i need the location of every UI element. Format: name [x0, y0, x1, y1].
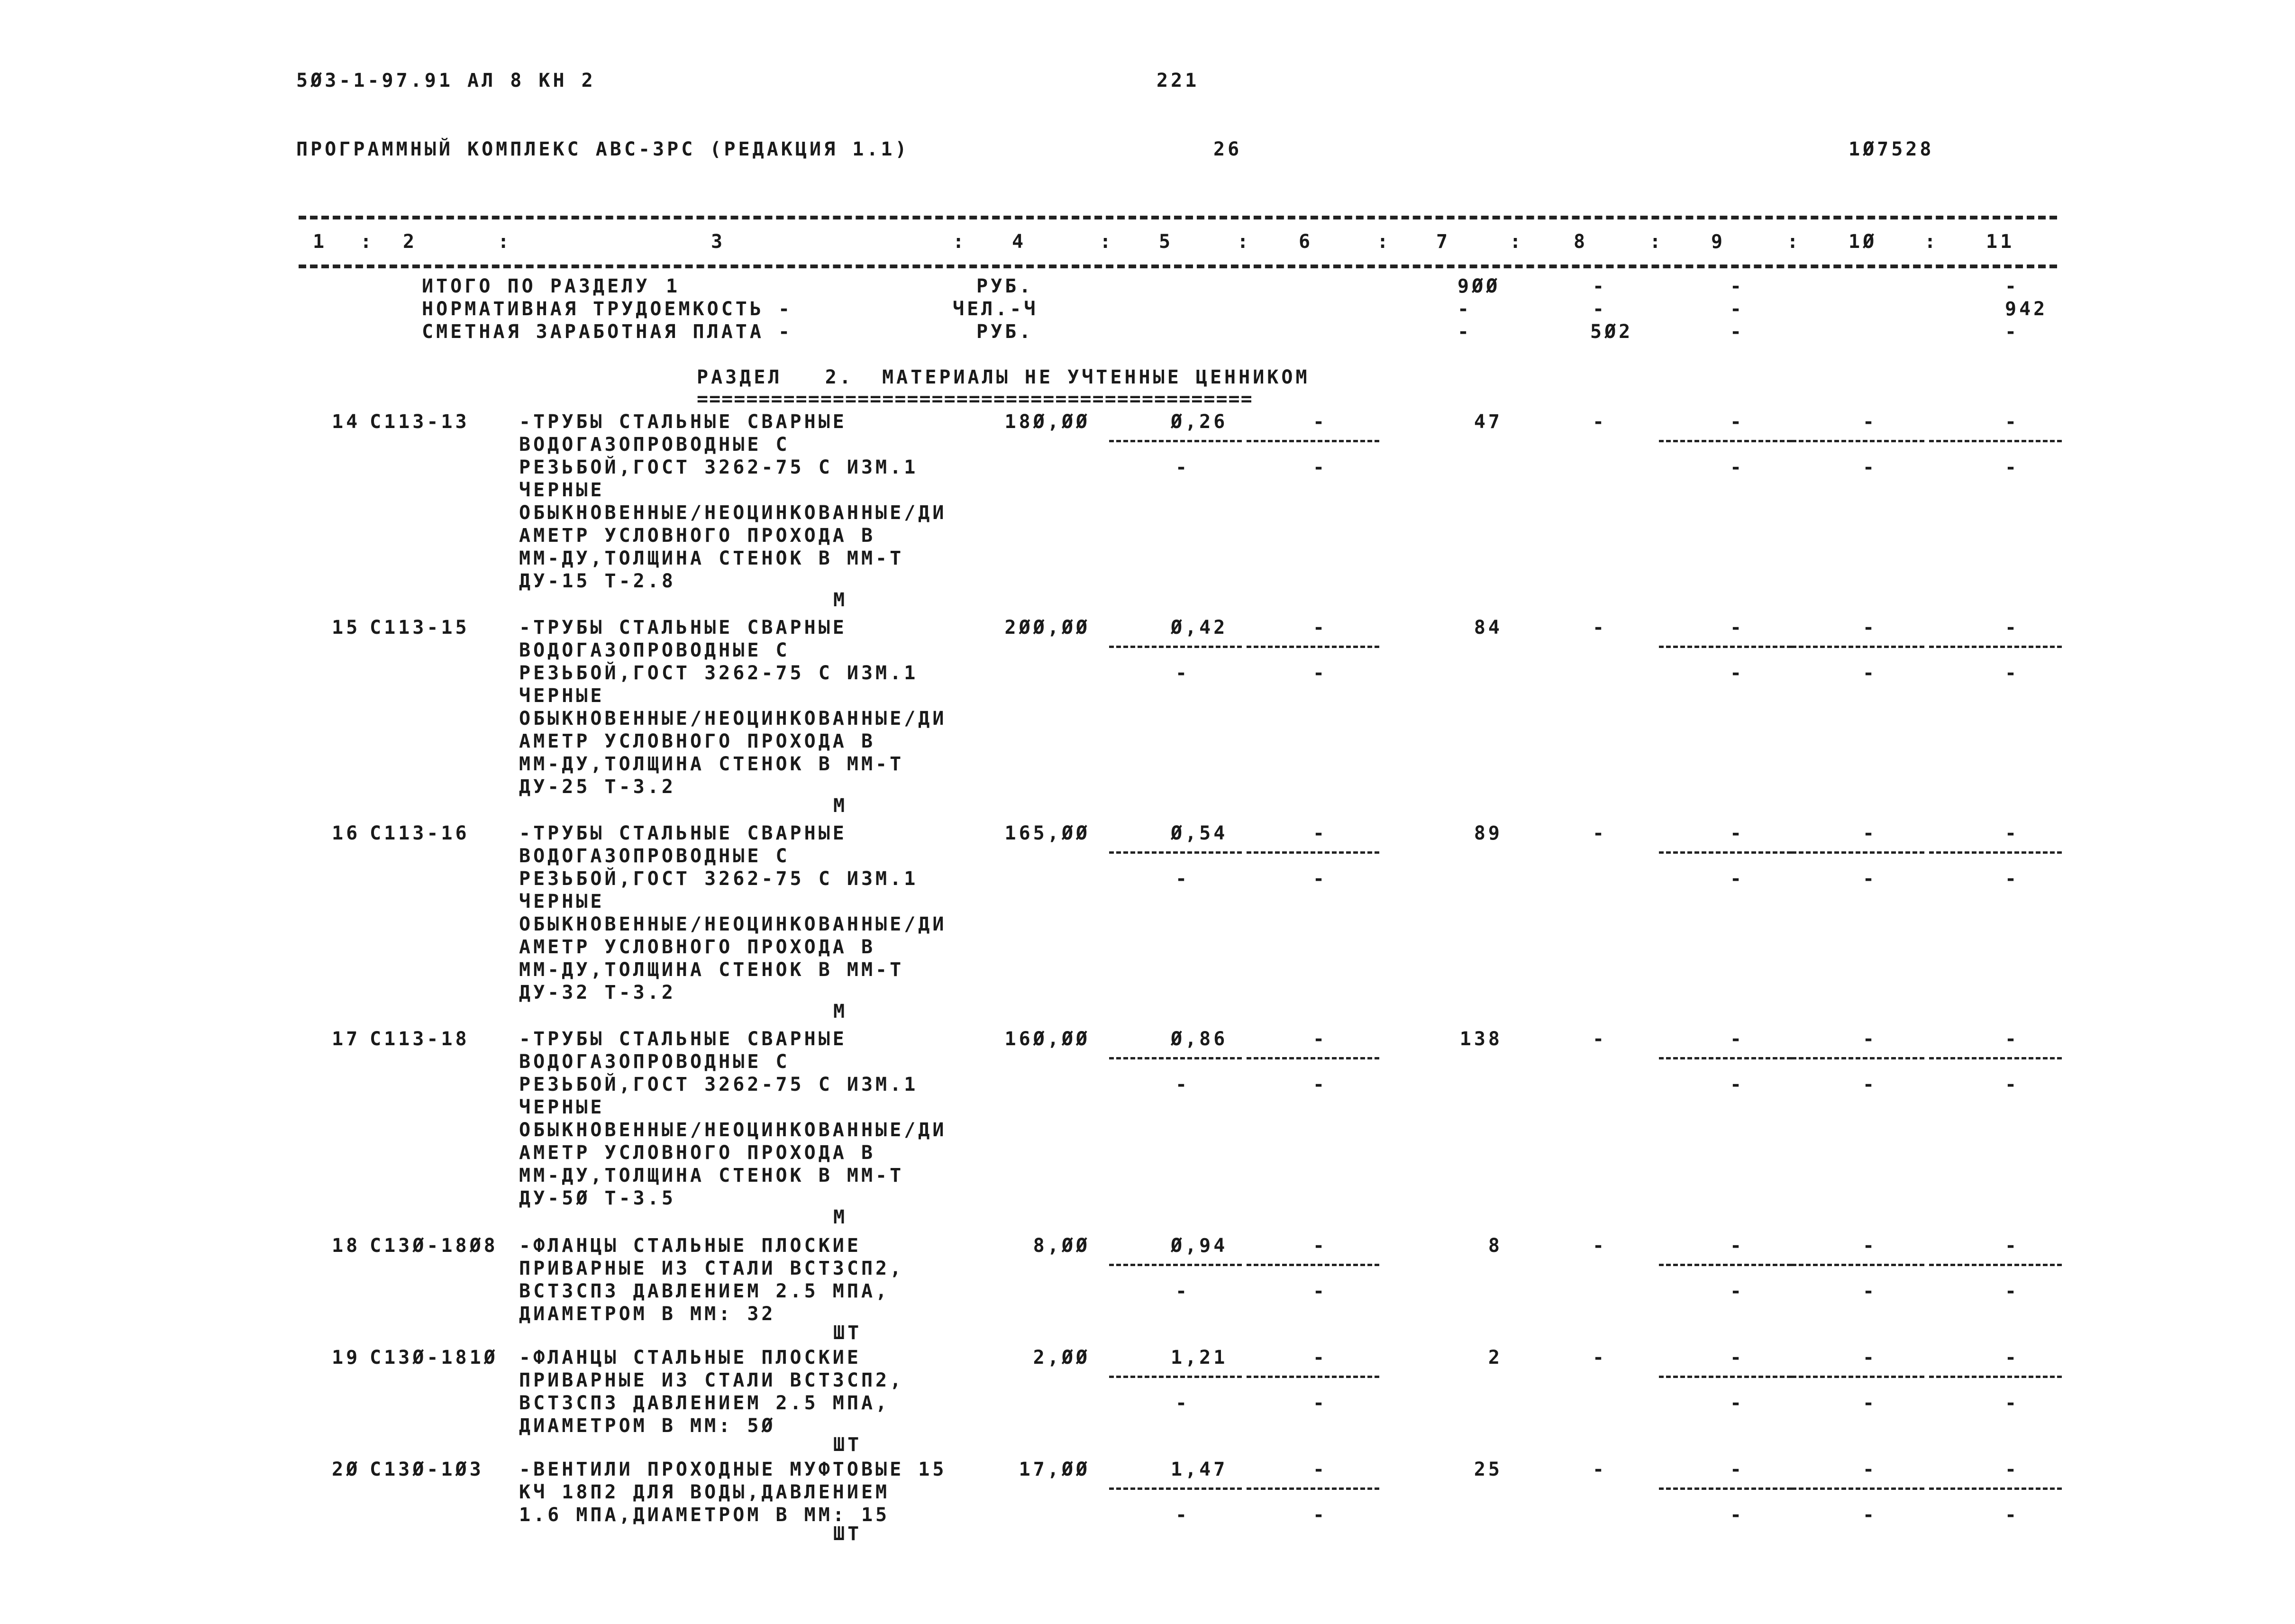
item-col10-second: -	[1863, 456, 1877, 478]
item-col8: -	[1593, 822, 1607, 844]
item-code: С13Ø-181Ø	[370, 1347, 498, 1369]
header-rule-top	[299, 216, 2057, 219]
item-code: С13Ø-1Ø3	[370, 1459, 484, 1480]
totals-r3-c11: -	[2005, 321, 2020, 343]
item-divider-col6	[1247, 1487, 1379, 1490]
item-description-line: ДУ-32 Т-3.2	[519, 982, 676, 1004]
totals-r1-c9: -	[1730, 275, 1745, 297]
item-quantity: 17,ØØ	[1019, 1459, 1090, 1480]
item-col10: -	[1863, 1028, 1877, 1050]
item-col9-second: -	[1730, 1074, 1745, 1095]
column-header-3: 3	[711, 231, 726, 253]
item-divider-col11	[1929, 851, 2062, 854]
item-col11: -	[2005, 1028, 2020, 1050]
item-code: С13Ø-18Ø8	[370, 1235, 498, 1257]
item-unit: М	[833, 795, 848, 817]
totals-r1-c7: 9ØØ	[1457, 275, 1501, 297]
item-col11: -	[2005, 1347, 2020, 1369]
item-price-second: -	[1175, 662, 1190, 684]
totals-r2-c9: -	[1730, 298, 1745, 320]
item-divider-col11	[1929, 1487, 2062, 1490]
item-price: 1,21	[1171, 1347, 1228, 1369]
column-separator: :	[1649, 231, 1664, 253]
item-col6-second: -	[1313, 1074, 1328, 1095]
item-divider-col10	[1792, 1264, 1924, 1266]
item-divider-col5	[1109, 646, 1242, 648]
item-quantity: 2ØØ,ØØ	[1004, 617, 1090, 639]
column-header-10: 1Ø	[1849, 231, 1877, 253]
item-description-line: РЕЗЬБОЙ,ГОСТ 3262-75 С ИЗМ.1	[519, 868, 919, 890]
item-description-line: ДИАМЕТРОМ В ММ: 32	[519, 1303, 776, 1325]
item-unit: ШТ	[833, 1434, 862, 1456]
item-description-line: ОБЫКНОВЕННЫЕ/НЕОЦИНКОВАННЫЕ/ДИ	[519, 708, 947, 730]
item-divider-col6	[1247, 440, 1379, 442]
item-col10-second: -	[1863, 868, 1877, 890]
item-description-line: ЧЕРНЫЕ	[519, 891, 605, 912]
item-col6: -	[1313, 822, 1328, 844]
item-divider-col10	[1792, 440, 1924, 442]
item-code: С113-13	[370, 411, 470, 433]
item-description-line: ММ-ДУ,ТОЛЩИНА СТЕНОК В ММ-Т	[519, 547, 904, 569]
column-header-4: 4	[1012, 231, 1027, 253]
item-col11: -	[2005, 1459, 2020, 1480]
column-header-9: 9	[1711, 231, 1726, 253]
item-quantity: 16Ø,ØØ	[1004, 1028, 1090, 1050]
item-col8: -	[1593, 1459, 1607, 1480]
column-separator: :	[1100, 231, 1114, 253]
item-unit: ШТ	[833, 1523, 862, 1545]
item-description-line: ММ-ДУ,ТОЛЩИНА СТЕНОК В ММ-Т	[519, 753, 904, 775]
item-description-line: РЕЗЬБОЙ,ГОСТ 3262-75 С ИЗМ.1	[519, 662, 919, 684]
item-description-line: ДУ-5Ø Т-3.5	[519, 1187, 676, 1209]
item-col7: 84	[1474, 617, 1503, 639]
item-description-line: -ТРУБЫ СТАЛЬНЫЕ СВАРНЫЕ	[519, 617, 847, 639]
item-quantity: 8,ØØ	[1033, 1235, 1090, 1257]
item-col11-second: -	[2005, 1392, 2020, 1414]
item-unit: М	[833, 1206, 848, 1228]
item-price-second: -	[1175, 1504, 1190, 1526]
item-col9-second: -	[1730, 868, 1745, 890]
item-col11-second: -	[2005, 456, 2020, 478]
item-divider-col6	[1247, 646, 1379, 648]
item-col11-second: -	[2005, 1280, 2020, 1302]
section-title: РАЗДЕЛ 2. МАТЕРИАЛЫ НЕ УЧТЕННЫЕ ЦЕННИКОМ	[697, 366, 1310, 388]
item-divider-col5	[1109, 1376, 1242, 1378]
item-col11: -	[2005, 822, 2020, 844]
item-divider-col10	[1792, 851, 1924, 854]
item-description-line: ПРИВАРНЫЕ ИЗ СТАЛИ ВСТ3СП2,	[519, 1258, 904, 1279]
item-divider-col11	[1929, 440, 2062, 442]
column-separator: :	[1510, 231, 1524, 253]
item-description-line: 1.6 МПА,ДИАМЕТРОМ В ММ: 15	[519, 1504, 890, 1526]
item-col8: -	[1593, 411, 1607, 433]
item-divider-col11	[1929, 1264, 2062, 1266]
page-number: 221	[1157, 70, 1200, 91]
item-divider-col5	[1109, 440, 1242, 442]
item-col6-second: -	[1313, 868, 1328, 890]
item-description-line: ВОДОГАЗОПРОВОДНЫЕ С	[519, 1051, 790, 1073]
item-col6-second: -	[1313, 1280, 1328, 1302]
item-divider-col9	[1659, 1264, 1792, 1266]
doc-number: 1Ø7528	[1849, 138, 1934, 160]
sheet-number: 26	[1213, 138, 1242, 160]
item-description-line: -ТРУБЫ СТАЛЬНЫЕ СВАРНЫЕ	[519, 411, 847, 433]
item-col6: -	[1313, 411, 1328, 433]
item-divider-col6	[1247, 851, 1379, 854]
item-description-line: -ФЛАНЦЫ СТАЛЬНЫЕ ПЛОСКИЕ	[519, 1347, 861, 1369]
item-col6-second: -	[1313, 456, 1328, 478]
item-price: 1,47	[1171, 1459, 1228, 1480]
item-col11: -	[2005, 411, 2020, 433]
item-col9: -	[1730, 411, 1745, 433]
item-col10: -	[1863, 822, 1877, 844]
item-price-second: -	[1175, 1280, 1190, 1302]
item-col11: -	[2005, 617, 2020, 639]
item-col10-second: -	[1863, 1074, 1877, 1095]
item-col7: 89	[1474, 822, 1503, 844]
item-unit: М	[833, 589, 848, 611]
totals-r3-c8: 5Ø2	[1590, 321, 1633, 343]
item-description-line: ДУ-25 Т-3.2	[519, 776, 676, 798]
totals-unit-1: РУБ.	[976, 275, 1034, 297]
item-col10: -	[1863, 617, 1877, 639]
item-col11: -	[2005, 1235, 2020, 1257]
totals-unit-3: РУБ.	[976, 321, 1034, 343]
item-col10: -	[1863, 1235, 1877, 1257]
item-col10: -	[1863, 411, 1877, 433]
item-col9: -	[1730, 822, 1745, 844]
doc-code: 5Ø3-1-97.91 АЛ 8 КН 2	[296, 70, 596, 91]
item-col9-second: -	[1730, 1280, 1745, 1302]
item-col9: -	[1730, 1028, 1745, 1050]
item-divider-col10	[1792, 1376, 1924, 1378]
item-col9-second: -	[1730, 1392, 1745, 1414]
totals-r2-c8: -	[1593, 298, 1607, 320]
item-description-line: ММ-ДУ,ТОЛЩИНА СТЕНОК В ММ-Т	[519, 1165, 904, 1186]
item-divider-col5	[1109, 1057, 1242, 1059]
item-description-line: -ТРУБЫ СТАЛЬНЫЕ СВАРНЫЕ	[519, 822, 847, 844]
item-col8: -	[1593, 1028, 1607, 1050]
item-col6: -	[1313, 1459, 1328, 1480]
item-description-line: АМЕТР УСЛОВНОГО ПРОХОДА В	[519, 1142, 876, 1164]
item-divider-col6	[1247, 1376, 1379, 1378]
item-number: 2Ø	[332, 1459, 361, 1480]
item-col9-second: -	[1730, 662, 1745, 684]
item-col11-second: -	[2005, 662, 2020, 684]
item-col9: -	[1730, 1347, 1745, 1369]
item-col10-second: -	[1863, 1280, 1877, 1302]
item-col9-second: -	[1730, 1504, 1745, 1526]
item-description-line: ВСТ3СП3 ДАВЛЕНИЕМ 2.5 МПА,	[519, 1280, 890, 1302]
item-col8: -	[1593, 1235, 1607, 1257]
section-underline: =============================================	[697, 388, 1253, 410]
item-description-line: -ТРУБЫ СТАЛЬНЫЕ СВАРНЫЕ	[519, 1028, 847, 1050]
item-code: С113-16	[370, 822, 470, 844]
item-price: Ø,54	[1171, 822, 1228, 844]
program-title: ПРОГРАММНЫЙ КОМПЛЕКС АВС-3РС (РЕДАКЦИЯ 1.1)	[296, 138, 910, 160]
item-number: 14	[332, 411, 361, 433]
item-col9: -	[1730, 617, 1745, 639]
item-description-line: АМЕТР УСЛОВНОГО ПРОХОДА В	[519, 936, 876, 958]
totals-r3-c7: -	[1457, 321, 1472, 343]
item-col9-second: -	[1730, 456, 1745, 478]
item-description-line: ВОДОГАЗОПРОВОДНЫЕ С	[519, 434, 790, 456]
item-divider-col9	[1659, 1487, 1792, 1490]
item-divider-col9	[1659, 440, 1792, 442]
item-col6-second: -	[1313, 662, 1328, 684]
item-col9: -	[1730, 1459, 1745, 1480]
totals-r1-c11: -	[2005, 275, 2020, 297]
item-description-line: АМЕТР УСЛОВНОГО ПРОХОДА В	[519, 525, 876, 547]
column-separator: :	[1924, 231, 1939, 253]
column-header-2: 2	[403, 231, 418, 253]
totals-r3-c9: -	[1730, 321, 1745, 343]
column-separator: :	[953, 231, 967, 253]
item-description-line: ЧЕРНЫЕ	[519, 685, 605, 707]
item-code: С113-15	[370, 617, 470, 639]
item-divider-col11	[1929, 646, 2062, 648]
item-col7: 47	[1474, 411, 1503, 433]
column-header-1: 1	[313, 231, 328, 253]
item-description-line: ЧЕРНЫЕ	[519, 1096, 605, 1118]
item-col9: -	[1730, 1235, 1745, 1257]
item-col8: -	[1593, 1347, 1607, 1369]
header-rule-bottom	[299, 265, 2057, 268]
item-code: С113-18	[370, 1028, 470, 1050]
item-price-second: -	[1175, 456, 1190, 478]
column-separator: :	[498, 231, 512, 253]
item-number: 17	[332, 1028, 361, 1050]
item-price: Ø,42	[1171, 617, 1228, 639]
item-description-line: ДИАМЕТРОМ В ММ: 5Ø	[519, 1415, 776, 1437]
item-description-line: ЧЕРНЫЕ	[519, 479, 605, 501]
item-col6-second: -	[1313, 1504, 1328, 1526]
column-separator: :	[1787, 231, 1802, 253]
column-separator: :	[1377, 231, 1392, 253]
item-price: Ø,26	[1171, 411, 1228, 433]
item-divider-col5	[1109, 851, 1242, 854]
item-description-line: РЕЗЬБОЙ,ГОСТ 3262-75 С ИЗМ.1	[519, 1074, 919, 1095]
item-divider-col6	[1247, 1264, 1379, 1266]
item-price-second: -	[1175, 1392, 1190, 1414]
item-col11-second: -	[2005, 1074, 2020, 1095]
item-col6: -	[1313, 1347, 1328, 1369]
totals-label-1: ИТОГО ПО РАЗДЕЛУ	[422, 275, 650, 297]
column-header-8: 8	[1574, 231, 1588, 253]
totals-unit-2: ЧЕЛ.-Ч	[953, 298, 1038, 320]
column-header-11: 11	[1986, 231, 2015, 253]
item-col6: -	[1313, 1235, 1328, 1257]
item-col6: -	[1313, 617, 1328, 639]
item-description-line: ОБЫКНОВЕННЫЕ/НЕОЦИНКОВАННЫЕ/ДИ	[519, 502, 947, 524]
item-number: 15	[332, 617, 361, 639]
item-description-line: ВОДОГАЗОПРОВОДНЫЕ С	[519, 639, 790, 661]
item-divider-col10	[1792, 1487, 1924, 1490]
item-description-line: -ФЛАНЦЫ СТАЛЬНЫЕ ПЛОСКИЕ	[519, 1235, 861, 1257]
item-unit: ШТ	[833, 1322, 862, 1344]
item-col11-second: -	[2005, 868, 2020, 890]
totals-label-2: НОРМАТИВНАЯ ТРУДОЕМКОСТЬ -	[422, 298, 793, 320]
item-description-line: АМЕТР УСЛОВНОГО ПРОХОДА В	[519, 730, 876, 752]
item-divider-col10	[1792, 1057, 1924, 1059]
item-description-line: ОБЫКНОВЕННЫЕ/НЕОЦИНКОВАННЫЕ/ДИ	[519, 1119, 947, 1141]
totals-section-no: 1	[666, 275, 681, 297]
item-description-line: ММ-ДУ,ТОЛЩИНА СТЕНОК В ММ-Т	[519, 959, 904, 981]
item-divider-col5	[1109, 1264, 1242, 1266]
item-description-line: ВОДОГАЗОПРОВОДНЫЕ С	[519, 845, 790, 867]
item-divider-col5	[1109, 1487, 1242, 1490]
column-header-6: 6	[1299, 231, 1313, 253]
column-separator: :	[360, 231, 375, 253]
item-price-second: -	[1175, 1074, 1190, 1095]
item-col10: -	[1863, 1459, 1877, 1480]
column-separator: :	[1237, 231, 1252, 253]
item-divider-col9	[1659, 851, 1792, 854]
item-col10-second: -	[1863, 1504, 1877, 1526]
item-col10-second: -	[1863, 1392, 1877, 1414]
totals-r2-c7: -	[1457, 298, 1472, 320]
item-price-second: -	[1175, 868, 1190, 890]
item-divider-col11	[1929, 1057, 2062, 1059]
item-number: 19	[332, 1347, 361, 1369]
totals-r2-c11: 942	[2005, 298, 2048, 320]
item-price: Ø,86	[1171, 1028, 1228, 1050]
item-description-line: ВСТ3СП3 ДАВЛЕНИЕМ 2.5 МПА,	[519, 1392, 890, 1414]
column-header-5: 5	[1159, 231, 1174, 253]
totals-label-3: СМЕТНАЯ ЗАРАБОТНАЯ ПЛАТА -	[422, 321, 793, 343]
item-divider-col10	[1792, 646, 1924, 648]
item-number: 18	[332, 1235, 361, 1257]
item-divider-col9	[1659, 1057, 1792, 1059]
item-quantity: 18Ø,ØØ	[1004, 411, 1090, 433]
item-col8: -	[1593, 617, 1607, 639]
item-price: Ø,94	[1171, 1235, 1228, 1257]
column-header-7: 7	[1436, 231, 1451, 253]
item-divider-col9	[1659, 1376, 1792, 1378]
item-col7: 2	[1488, 1347, 1503, 1369]
item-unit: М	[833, 1001, 848, 1022]
item-description-line: ПРИВАРНЫЕ ИЗ СТАЛИ ВСТ3СП2,	[519, 1369, 904, 1391]
item-col10: -	[1863, 1347, 1877, 1369]
item-col7: 25	[1474, 1459, 1503, 1480]
item-quantity: 165,ØØ	[1004, 822, 1090, 844]
item-col11-second: -	[2005, 1504, 2020, 1526]
item-description-line: РЕЗЬБОЙ,ГОСТ 3262-75 С ИЗМ.1	[519, 456, 919, 478]
item-divider-col9	[1659, 646, 1792, 648]
item-col6: -	[1313, 1028, 1328, 1050]
item-col10-second: -	[1863, 662, 1877, 684]
totals-r1-c8: -	[1593, 275, 1607, 297]
item-description-line: КЧ 18П2 ДЛЯ ВОДЫ,ДАВЛЕНИЕМ	[519, 1481, 890, 1503]
item-number: 16	[332, 822, 361, 844]
item-description-line: ДУ-15 Т-2.8	[519, 570, 676, 592]
item-col6-second: -	[1313, 1392, 1328, 1414]
item-description-line: ОБЫКНОВЕННЫЕ/НЕОЦИНКОВАННЫЕ/ДИ	[519, 913, 947, 935]
item-divider-col11	[1929, 1376, 2062, 1378]
item-col7: 8	[1488, 1235, 1503, 1257]
item-description-line: -ВЕНТИЛИ ПРОХОДНЫЕ МУФТОВЫЕ 15	[519, 1459, 947, 1480]
item-divider-col6	[1247, 1057, 1379, 1059]
item-col7: 138	[1459, 1028, 1503, 1050]
item-quantity: 2,ØØ	[1033, 1347, 1090, 1369]
